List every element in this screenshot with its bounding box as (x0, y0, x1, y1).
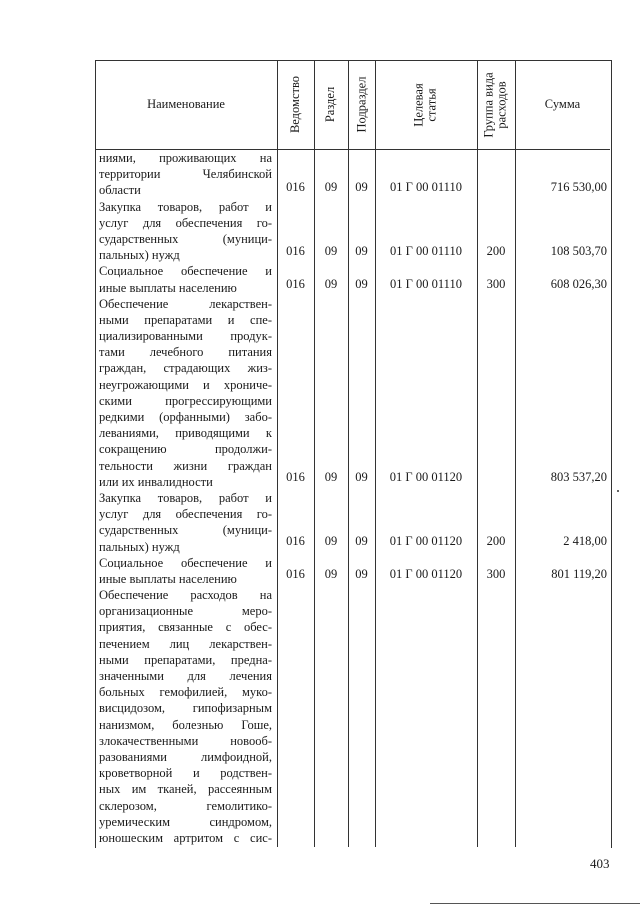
name-line: тельности жизни граждан (99, 458, 272, 473)
name-line: Обеспечение лекарствен- (99, 296, 272, 311)
table-cell-ved: 016 (286, 534, 305, 548)
header-summa-label: Сумма (544, 97, 581, 111)
name-line: ниями, проживающих на (99, 151, 272, 165)
table-cell-ved: 016 (286, 567, 305, 581)
header-gruppa-line1: Группа вида (482, 71, 497, 138)
name-line: иные выплаты населению (99, 571, 237, 586)
table-cell-tse: 01 Г 00 01120 (389, 567, 463, 581)
name-line: висцидозом, гипофизарным (99, 701, 272, 716)
header-podrazdel (348, 60, 375, 149)
stray-mark (617, 490, 619, 492)
table-cell-pod: 09 (355, 567, 368, 581)
header-gruppa-vida-raskhodov (477, 60, 515, 149)
table-cell-grp (477, 179, 515, 195)
name-line: сударственных (муници- (99, 231, 272, 246)
name-line: пальных) нужд (99, 248, 180, 263)
table-cell-tse: 01 Г 00 01110 (390, 277, 462, 291)
table-cell-raz: 09 (324, 180, 338, 194)
table-cell-sum: 608 026,30 (550, 277, 607, 291)
table-cell-sum: 108 503,70 (550, 244, 607, 258)
header-tselevaya-label (413, 83, 439, 126)
name-line: значенными для лечения (99, 669, 272, 683)
name-line: или их инвалидности (99, 474, 213, 489)
name-line: ными препаратами, предна- (99, 652, 272, 667)
table-cell-pod: 09 (355, 534, 368, 548)
table-cell-pod: 09 (355, 277, 368, 291)
table-cell-raz: 09 (324, 567, 338, 581)
name-line: ных им тканей, рассеянным (99, 782, 272, 797)
name-line: циализированными продук- (99, 329, 272, 344)
header-tselevaya-line1: Целевая (412, 82, 426, 127)
table-cell-sum: 801 119,20 (551, 567, 607, 581)
table-cell-raz: 09 (324, 470, 338, 484)
bottom-rule (430, 903, 640, 904)
name-line: печением лиц лекарствен- (99, 636, 272, 651)
name-line: Закупка товаров, работ и (99, 199, 272, 214)
page-number: 403 (590, 856, 610, 871)
name-line: леваниями, приводящими к (99, 426, 272, 441)
name-line: юношеским артритом с сис- (99, 830, 272, 845)
name-line: Обеспечение расходов на (99, 588, 272, 603)
name-line: сокращению продолжи- (99, 442, 272, 457)
table-cell-raz: 09 (324, 534, 338, 548)
name-line: тами лечебного питания (99, 345, 272, 360)
table-cell-grp: 300 (486, 567, 506, 581)
name-line: злокачественными новооб- (99, 733, 272, 748)
header-tselevaya-statya (375, 60, 477, 149)
name-line: скими прогрессирующими (99, 393, 272, 408)
header-vedomstvo-label: Ведомство (288, 75, 302, 134)
header-name-label: Наименование (147, 97, 225, 111)
name-line: сударственных (муници- (99, 523, 272, 538)
table-cell-sum: 803 537,20 (550, 470, 607, 484)
name-line: неугрожающими и хрониче- (99, 377, 272, 392)
table-cell-tse: 01 Г 00 01110 (390, 244, 462, 258)
header-razdel-label: Раздел (323, 86, 338, 123)
name-line: кроветворной и родствен- (99, 766, 272, 781)
table-cell-ved: 016 (286, 180, 305, 194)
name-line: иные выплаты населению (99, 280, 237, 295)
name-line: услуг для обеспечения го- (99, 507, 272, 522)
header-gruppa-label (483, 72, 509, 137)
name-line: приятия, связанные с обес- (99, 620, 272, 635)
table-cell-pod: 09 (355, 180, 368, 194)
table-cell-ved: 016 (286, 244, 305, 258)
name-line: больных гемофилией, муко- (99, 685, 272, 700)
name-line: территории Челябинской (99, 167, 272, 182)
table-cell-grp (477, 469, 515, 485)
name-line: граждан, страдающих жиз- (99, 361, 272, 376)
name-line: организационные меро- (99, 604, 272, 619)
table-cell-grp: 300 (486, 277, 506, 291)
header-razdel (314, 60, 348, 149)
header-name (95, 60, 277, 149)
name-line: нанизмом, болезнью Гоше, (99, 717, 272, 732)
table-cell-tse: 01 Г 00 01120 (389, 534, 463, 548)
header-vedomstvo (277, 60, 314, 149)
name-line: разованиями лимфоидной, (99, 749, 272, 764)
table-cell-ved: 016 (286, 277, 305, 291)
table-cell-pod: 09 (355, 470, 368, 484)
table-cell-sum: 716 530,00 (550, 180, 607, 194)
table-cell-grp: 200 (486, 534, 506, 548)
name-column-text (99, 150, 272, 846)
table-cell-tse: 01 Г 00 01120 (389, 470, 463, 484)
name-line: редкими (орфанными) забо- (99, 410, 272, 424)
table-cell-raz: 09 (324, 244, 338, 258)
table-cell-raz: 09 (324, 277, 338, 291)
header-tselevaya-line2: статья (425, 87, 439, 122)
table-cell-sum: 2 418,00 (563, 534, 607, 548)
name-line: услуг для обеспечения го- (99, 215, 272, 230)
name-line: ными препаратами и спе- (99, 312, 272, 327)
table-cell-grp: 200 (486, 244, 506, 258)
name-line: Социальное обеспечение и (99, 264, 272, 279)
name-line: Социальное обеспечение и (99, 555, 272, 570)
table-cell-ved: 016 (286, 470, 305, 484)
name-line: уремическим синдромом, (99, 814, 272, 829)
table-cell-tse: 01 Г 00 01110 (390, 180, 462, 194)
name-line: Закупка товаров, работ и (99, 490, 272, 505)
name-line: области (99, 183, 141, 198)
header-summa (515, 60, 610, 149)
name-line: пальных) нужд (99, 539, 180, 554)
table-cell-pod: 09 (355, 244, 368, 258)
header-gruppa-line2: расходов (495, 80, 510, 129)
header-podrazdel-label: Подраздел (354, 76, 368, 133)
name-line: склерозом, гемолитико- (99, 798, 272, 813)
